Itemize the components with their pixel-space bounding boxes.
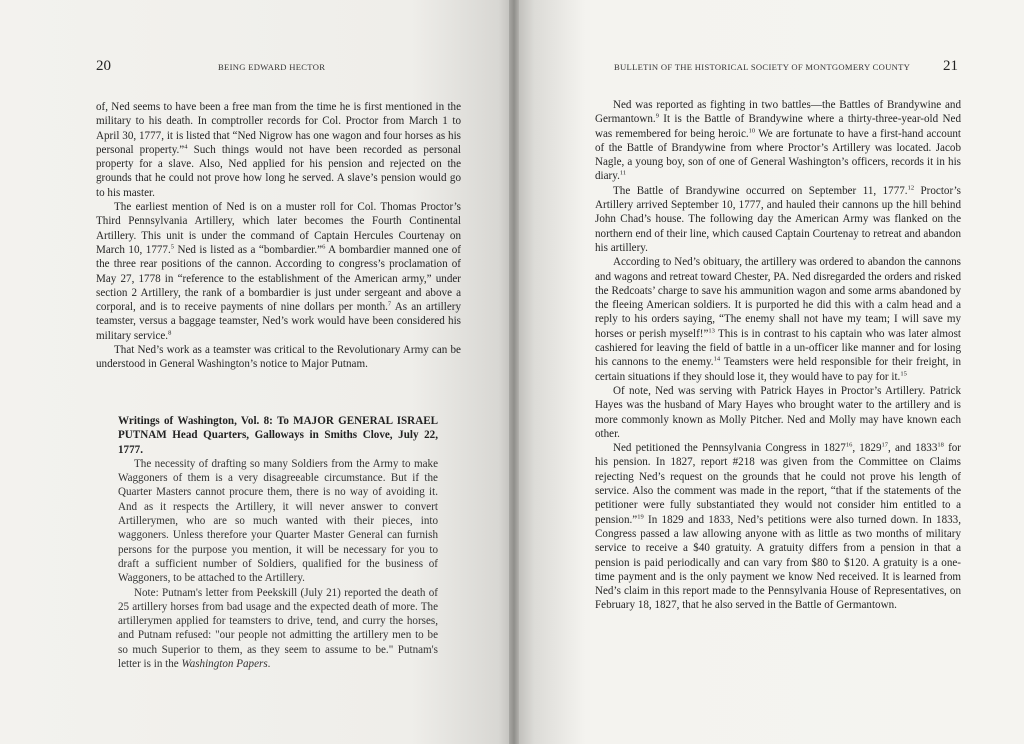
paragraph-2: The earliest mention of Ned is on a muster roll for Col. Thomas Proctor’s Third Pennsylvania Artillery, which later becomes the Fourth Continental Artillery. This unit is under the command of Captain Hercules Courtenay on March 10, 1777.$^5$ Ned is listed as a “bombardier.”$^6$ A bombardier manned one of the three rear positions of the cannon. According to congress’s proclamation of May 27, 1778 in “reference to the establishment of the American army,” under section 2 Artillery, the rank of a bombardier is just under sergeant and above a corporal, and is to receive payments of nine dollars per month.$^7$ As an artillery teamster, versus a baggage teamster, Ned’s work would have been considered his military service.$^8$ [96,201,462,342]
right-body-text [595,98,961,613]
footnote-ref: 4 [184,143,188,151]
quote-body: The necessity of drafting so many Soldiers from the Army to make Waggoners of them is a very disagreeable circumstance. But if the Quarter Masters cannot procure them, there is no way of avoiding it. And as it respects the Artillery, it will never answer to convert Artillerymen, who are so much wanted with their pieces, into waggoners. Unless therefore your Quarter Master General can furnish persons for the purpose you mention, it will be necessary for you to draft a sufficient number of Soldiers, qualified for the business of Waggoners, to be attached to the Artillery. [118,457,438,585]
running-head-right: BULLETIN OF THE HISTORICAL SOCIETY OF MONTGOMERY COUNTY [614,62,911,72]
quote-heading: Writings of Washington, Vol. 8: To MAJOR GENERAL ISRAEL PUTNAM Head Quarters, Galloways in Smiths Clove, July 22, 1777. [118,415,438,456]
footnote-ref: 14 [713,355,721,363]
page-number-left: 20 [96,58,111,74]
footnote-ref: 15 [900,369,907,377]
paragraph-3: That Ned’s work as a teamster was critical to the Revolutionary Army can be understood in General Washington’s notice to Major Putnam. [96,344,461,371]
footnote-ref: 16 [845,441,853,449]
book-gutter [509,0,519,744]
left-body-text [96,100,461,372]
footnote-ref: 17 [881,441,888,449]
paragraph-1: of, Ned seems to have been a free man from the time he is first mentioned in the military to his death. In comptroller records for Col. Proctor from March 1 to April 30, 1777, it is listed that “Ned Nigrow has one wagon and four horses as his personal property.”$^4$ Such things would not have been recorded as personal property for a slave. Also, Ned applied for his pension and rejected on the grounds that he could not prove how long he served. A slave’s pension would go to his master. [96,101,461,199]
footnote-ref: 18 [937,441,944,449]
footnote-ref: 12 [907,184,915,192]
paragraph-r5: Ned petitioned the Pennsylvania Congress in 1827$^{16}$, 1829$^{17}$, and 1833$^{18}$ for his pension. In 1827, report #218 was given from the Committee on Claims rejecting Ned’s request on the grounds that he could not prove his length of service. Also the comment was made in the report, “that if the statements of the petitioner were fully substantiated they would not consider him entitled to a pension.”$^{19}$ In 1829 and 1833, Ned’s petitions were also turned down. In 1833, Congress passed a law allowing anyone with as little as two months of military service to receive a $40 gratuity. A gratuity differs from a pension in that a pension is paid periodically and can vary from $80 to $120. A gratuity is a one-time payment and is the only payment we know Ned received. It is learned from Ned’s claim in this report made to the Pennsylvania House of Representatives, on February 18, 1827, that he also served in the Battle of Germantown. [595,441,962,612]
right-page [514,0,1024,744]
footnote-ref: 8 [168,329,172,337]
footnote-ref: 13 [708,327,715,335]
quote-note: Note: Putnam's letter from Peekskill (July 21) reported the death of 25 artillery horses from bad usage and the expected death of more. The artillerymen applied for teamsters to drive, tend, and curry the horses, and Putnam refused: "our people not admitting the artillery men to be so much Superior to them, as they seem to assume to be." Putnam's letter is in the Washington Papers. [118,586,438,671]
footnote-ref: 7 [387,300,392,308]
running-head-left: BEING EDWARD HECTOR [218,62,326,72]
footnote-ref: 11 [619,169,627,177]
footnote-ref: 19 [637,512,644,520]
footnote-ref: 9 [655,112,659,120]
page-number-right: 21 [943,58,958,74]
footnote-ref: 10 [748,126,756,134]
paragraph-r1: Ned was reported as fighting in two battles—the Battles of Brandywine and Germantown.$^9$ It is the Battle of Brandywine where a thirty-three-year-old Ned was remembered for being heroic.$^{10}$ We are fortunate to have a first-hand account of the Battle of Brandywine from where Proctor’s Artillery was located. Jacob Nagle, a young boy, son of one of General Washington’s officers, records it in his diary.$^{11}$ [595,99,961,183]
washington-quote-block [118,414,438,671]
paragraph-r3: According to Ned’s obituary, the artillery was ordered to abandon the cannons and wagons and retreat toward Chester, PA. Ned disregarded the orders and risked the Redcoats’ charge to save his ammunition wagon and some arms abandoned by the fleeing American soldiers. It is purported he did this with a calm head and a reply to his orders saying, “The enemy shall not have my team; I will save my horses or perish myself!”$^{13}$ This is in contrast to his captain who was later almost cashiered for leaving the field of battle in a un-officer like manner and for losing his cannons to the enemy.$^{14}$ Teamsters were held responsible for their freight, in certain situations if they should lose it, they would have to pay for it.$^{15}$ [595,256,961,383]
footnote-ref: 6 [322,243,326,251]
paragraph-r2: The Battle of Brandywine occurred on September 11, 1777.12 Proctor’s Artillery arrived September 10, 1777, and hauled their cannons up the hill behind John Chad’s house. The following day the American Army was flanked on the northern end of their line, which caused Captain Courtenay to retreat and abandon his artillery. [595,184,961,254]
paragraph-r4: Of note, Ned was serving with Patrick Hayes in Proctor’s Artillery. Patrick Hayes was the husband of Mary Hayes who brought water to the artillery and is more commonly known as Molly Pitcher. Ned and Molly may have known each other. [595,384,961,440]
footnote-ref: 5 [170,243,174,251]
